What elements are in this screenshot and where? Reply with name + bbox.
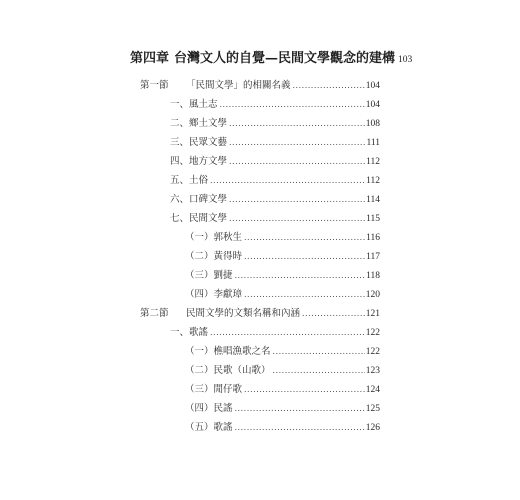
leader-dots (229, 194, 365, 206)
toc-subitem-entry[interactable] (185, 251, 380, 263)
page-number: 117 (366, 252, 380, 262)
item-label: （三）劉捷 (185, 270, 233, 281)
page-number: 103 (398, 55, 413, 65)
item-label: （一）樵唱漁歌之名 (185, 346, 271, 357)
toc-subitem-entry[interactable] (185, 232, 380, 244)
item-label: 一、風土志 (170, 99, 218, 110)
toc-chapter-entry[interactable] (130, 51, 413, 68)
chapter-label (130, 51, 395, 67)
section-label (140, 308, 300, 320)
leader-dots (235, 270, 366, 282)
leader-dots (229, 213, 365, 225)
leader-dots (293, 80, 365, 92)
leader-dots (244, 289, 365, 301)
toc-item-entry[interactable] (170, 118, 380, 130)
toc-item-entry[interactable] (170, 175, 380, 187)
toc-section-entry[interactable] (140, 80, 380, 92)
item-label: 二、鄉土文學 (170, 118, 228, 129)
chapter-number: 第四章 (130, 51, 170, 66)
leader-dots (229, 137, 365, 149)
page-number: 125 (365, 404, 380, 414)
page-number: 112 (366, 176, 380, 186)
page-number: 123 (365, 366, 380, 376)
toc-item-entry[interactable] (170, 156, 380, 168)
section-title: 民間文學的文類名稱和內涵 (186, 308, 301, 319)
page-number: 121 (365, 309, 380, 319)
leader-dots (229, 118, 365, 130)
page-number: 126 (365, 423, 380, 433)
leader-dots (244, 384, 365, 396)
item-label: （三）閒仔歌 (185, 384, 243, 395)
item-label: 七、民間文學 (170, 213, 228, 224)
page-number: 104 (365, 81, 380, 91)
toc-item-entry[interactable] (170, 194, 380, 206)
item-label: 六、口碑文學 (170, 194, 228, 205)
leader-dots (210, 175, 365, 187)
leader-dots (235, 422, 365, 434)
page-number: 122 (365, 328, 380, 338)
item-label: 五、土俗 (170, 175, 209, 186)
leader-dots (220, 99, 365, 111)
item-label: 三、民眾文藝 (170, 137, 228, 148)
toc-item-entry[interactable] (170, 137, 380, 149)
item-label: 四、地方文學 (170, 156, 228, 167)
page-number: 114 (366, 195, 380, 205)
item-label: （二）黃得時 (185, 251, 243, 262)
section-number: 第二節 (140, 308, 169, 319)
leader-dots (302, 308, 365, 320)
toc-subitem-entry[interactable] (185, 422, 380, 434)
page-number: 124 (365, 385, 380, 395)
toc-section-entry[interactable] (140, 308, 380, 320)
item-label: （五）歌謠 (185, 422, 233, 433)
page-number: 118 (366, 271, 380, 281)
toc-subitem-entry[interactable] (185, 365, 380, 377)
page-number: 116 (366, 233, 380, 243)
toc-subitem-entry[interactable] (185, 346, 380, 358)
page-number: 111 (366, 138, 380, 148)
item-label: （四）李獻璋 (185, 289, 243, 300)
section-number: 第一節 (140, 80, 169, 91)
chapter-title: 台灣文人的自覺—民間文學觀念的建構 (174, 51, 396, 66)
leader-dots (229, 156, 365, 168)
leader-dots (273, 365, 365, 377)
item-label: （二）民歌（山歌） (185, 365, 271, 376)
item-label: 一、歌謠 (170, 327, 209, 338)
toc-subitem-entry[interactable] (185, 270, 380, 282)
toc-subitem-entry[interactable] (185, 403, 380, 415)
toc-subitem-entry[interactable] (185, 384, 380, 396)
page-number: 115 (366, 214, 380, 224)
toc-item-entry[interactable] (170, 99, 380, 111)
leader-dots (244, 232, 365, 244)
toc-item-entry[interactable] (170, 327, 380, 339)
page-number: 112 (366, 157, 380, 167)
page-number: 108 (365, 119, 380, 129)
page-number: 122 (365, 347, 380, 357)
section-label (140, 80, 291, 92)
section-title: 「民間文學」的相關名義 (186, 80, 291, 91)
leader-dots (273, 346, 365, 358)
leader-dots (244, 251, 365, 263)
toc-item-entry[interactable] (170, 213, 380, 225)
item-label: （四）民謠 (185, 403, 233, 414)
page-number: 120 (365, 290, 380, 300)
page-number: 104 (365, 100, 380, 110)
leader-dots (235, 403, 365, 415)
leader-dots (210, 327, 365, 339)
toc-subitem-entry[interactable] (185, 289, 380, 301)
item-label: （一）郭秋生 (185, 232, 243, 243)
